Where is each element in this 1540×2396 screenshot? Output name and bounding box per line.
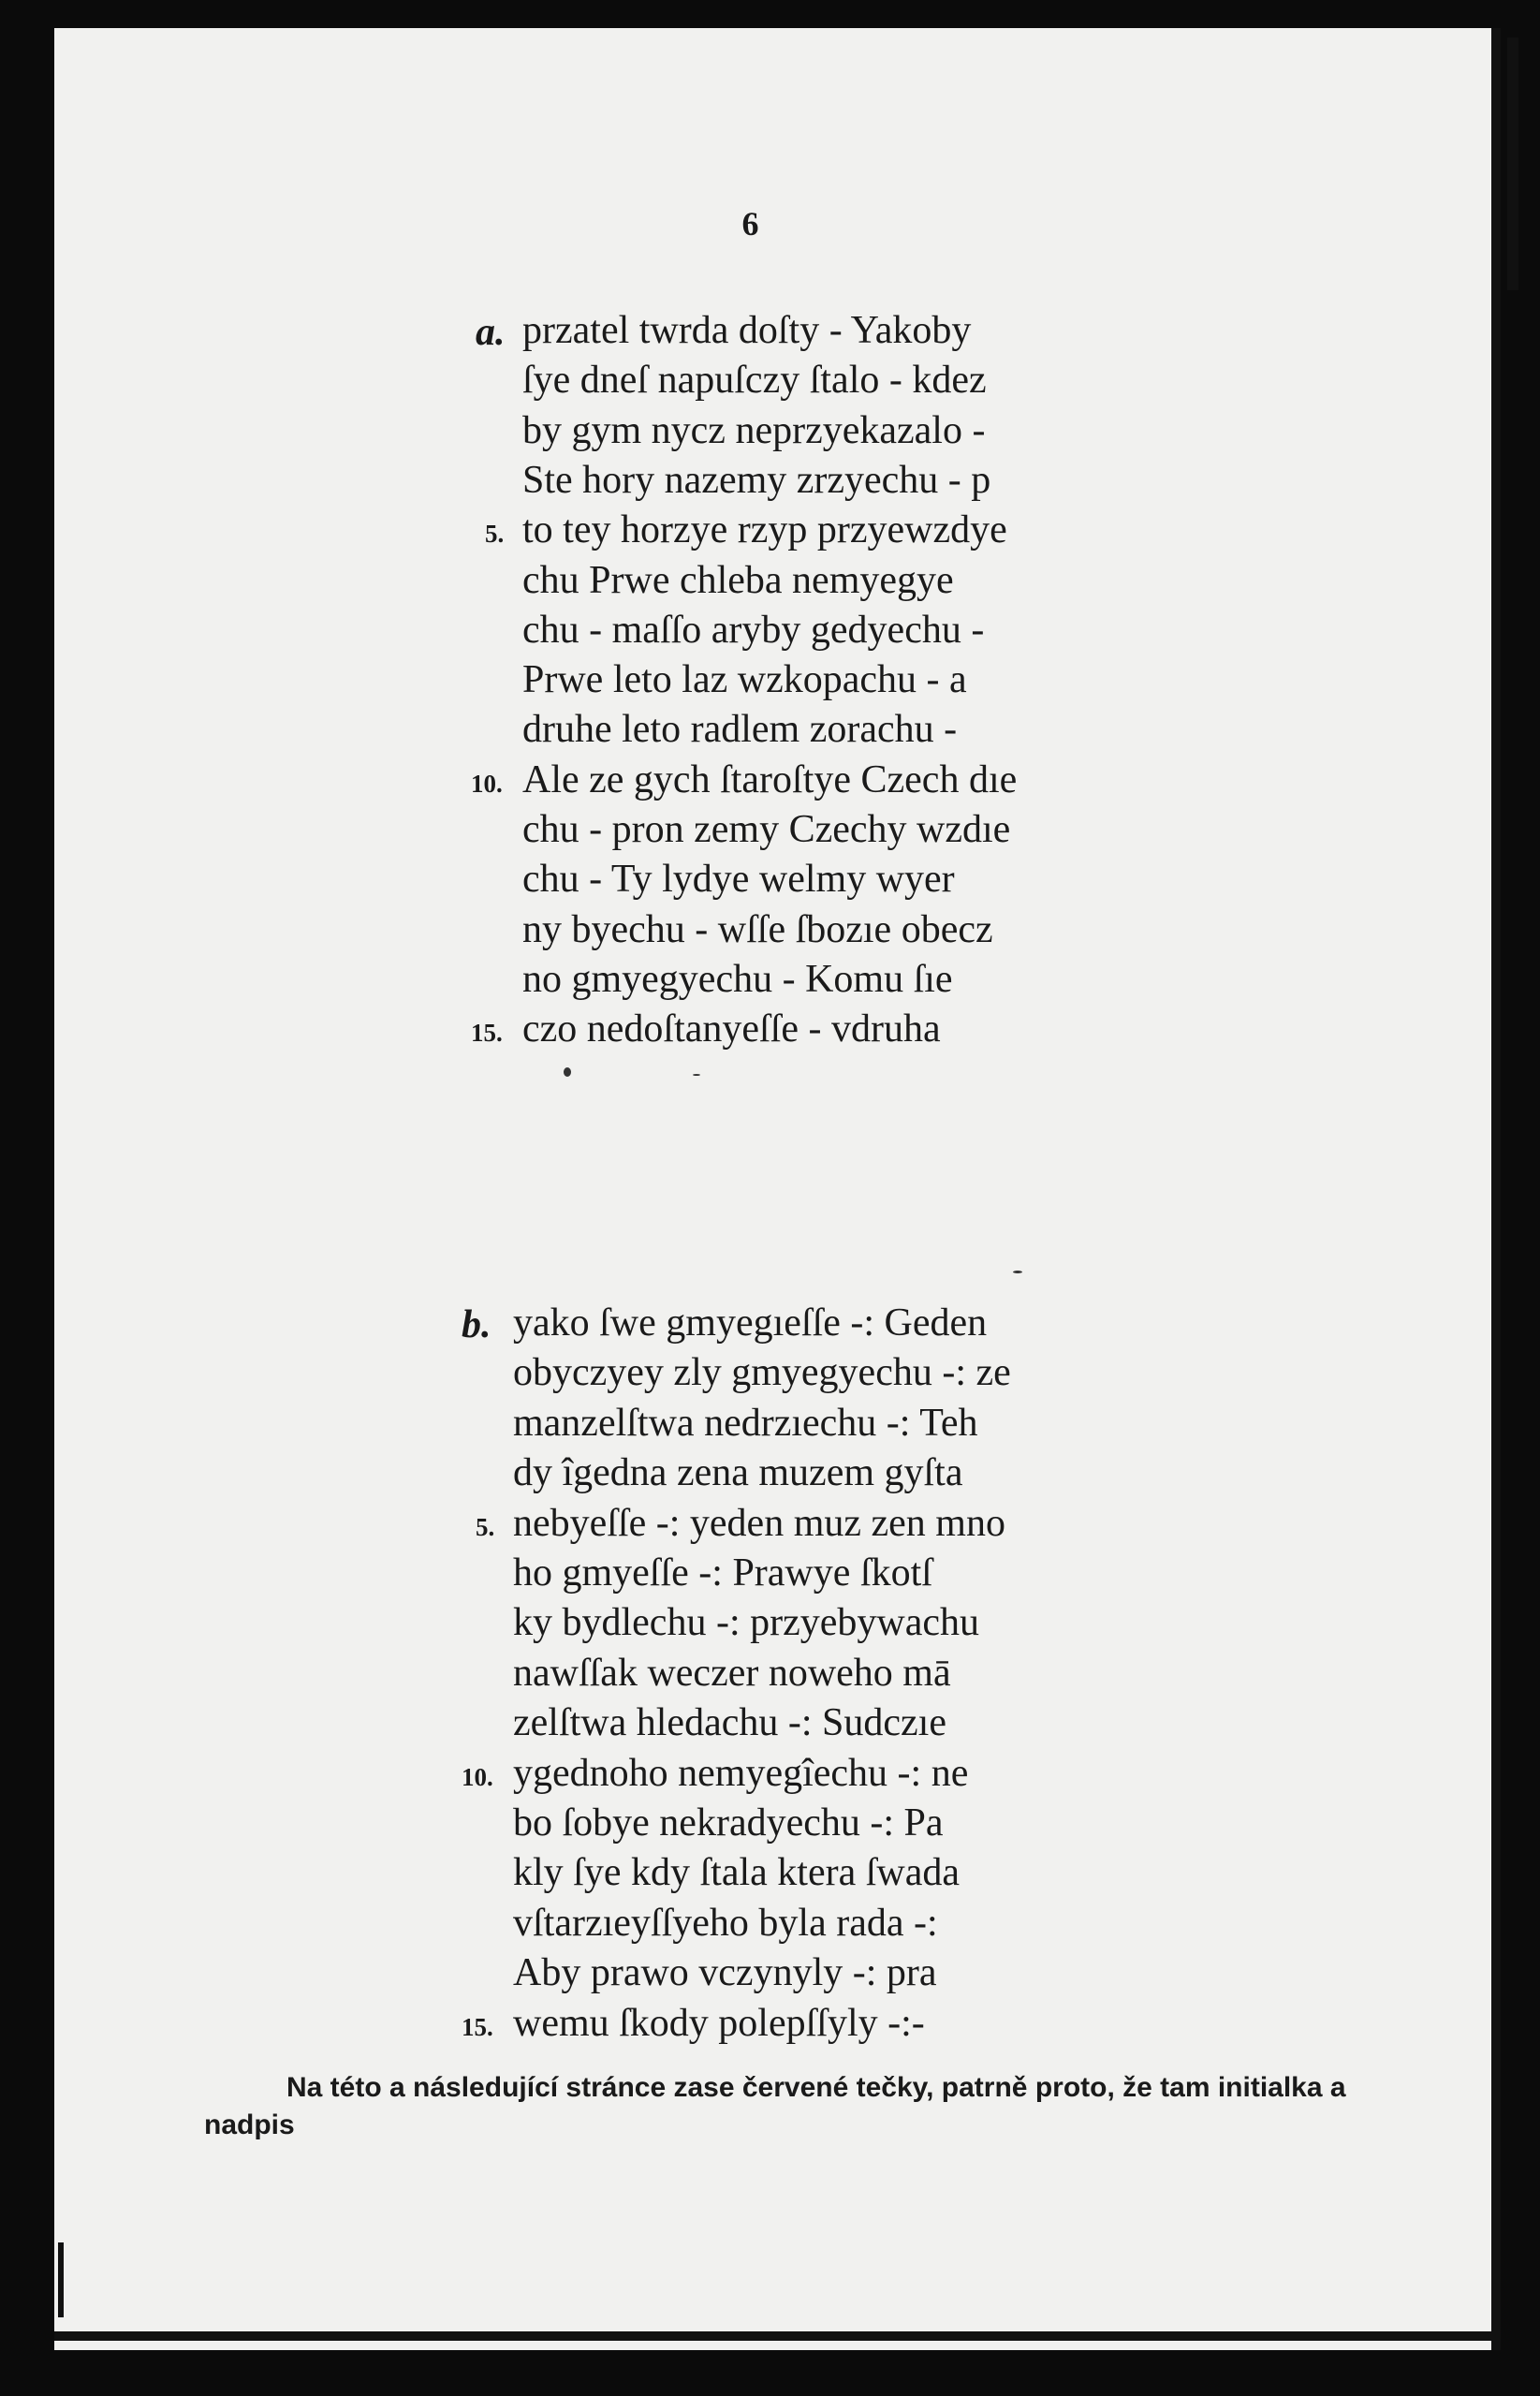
- section-marker: a.: [476, 311, 506, 354]
- scan-speck: [564, 1067, 571, 1077]
- verse-line: vſtarzıeyſſyeho byla rada -:: [513, 1901, 938, 1945]
- verse-line: Aby prawo vczynyly -: pra: [513, 1951, 937, 1995]
- verse-line: obyczyey zly gmyegyechu -: ze: [513, 1351, 1011, 1395]
- verse-line: Ste hory nazemy zrzyechu - p: [522, 458, 991, 502]
- verse-line: druhe leto radlem zorachu -: [522, 708, 958, 752]
- scan-speck: [1013, 1271, 1022, 1273]
- verse-line: ſye dneſ napuſczy ſtalo - kdez: [522, 359, 987, 403]
- verse-line: chu Prwe chleba nemyegye: [522, 558, 954, 602]
- line-number: 15.: [462, 2012, 493, 2041]
- verse-line: Prwe leto laz wzkopachu - a: [522, 658, 967, 702]
- section-marker: b.: [462, 1303, 491, 1346]
- scan-edge-mark: [58, 2242, 64, 2317]
- line-number: 10.: [471, 769, 503, 798]
- verse-line: zelſtwa hledachu -: Sudczıe: [513, 1701, 946, 1745]
- verse-line: Ale ze gych ſtaroſtye Czech dıe: [522, 757, 1018, 801]
- verse-line: by gym nycz neprzyekazalo -: [522, 408, 986, 452]
- verse-line: chu - Ty lydye welmy wyer: [522, 858, 955, 902]
- scan-edge-mark: [54, 2331, 1501, 2341]
- verse-line: przatel twrda doſty - Yakoby: [522, 309, 972, 352]
- verse-line: czo nedoſtanyeſſe - vdruha: [522, 1007, 941, 1051]
- verse-line: kly ſye kdy ſtala ktera ſwada: [513, 1851, 960, 1895]
- verse-line: chu - pron zemy Czechy wzdıe: [522, 808, 1011, 851]
- verse-line: dy îgedna zena muzem gyſta: [513, 1451, 963, 1495]
- verse-line: yako ſwe gmyegıeſſe -: Geden: [513, 1301, 988, 1345]
- verse-line: nebyeſſe -: yeden muz zen mno: [513, 1501, 1005, 1545]
- line-number: 15.: [471, 1019, 503, 1048]
- verse-line: chu - maſſo aryby gedyechu -: [522, 608, 985, 652]
- verse-line: no gmyegyechu - Komu ſıe: [522, 957, 953, 1001]
- scan-speck: [693, 1074, 700, 1076]
- verse-line: ho gmyeſſe -: Prawye ſkotſ: [513, 1551, 932, 1595]
- verse-line: ny byechu - wſſe ſbozıe obecz: [522, 907, 993, 951]
- verse-line: ygednoho nemyegîechu -: ne: [513, 1751, 969, 1795]
- verse-line: bo ſobye nekradyechu -: Pa: [513, 1801, 944, 1845]
- verse-line: manzelſtwa nedrzıechu -: Teh: [513, 1401, 978, 1445]
- verse-line: ky bydlechu -: przyebywachu: [513, 1601, 979, 1645]
- verse-line: wemu ſkody polepſſyly -:-: [513, 2001, 925, 2045]
- line-number: 5.: [485, 520, 505, 549]
- scan-edge-mark: [1507, 37, 1518, 290]
- page-number: 6: [741, 205, 759, 243]
- line-number: 5.: [476, 1512, 495, 1541]
- editorial-note: Na této a následující stránce zase červené tečky, patrně proto, že tam initialka a nadpis: [204, 2072, 1346, 2140]
- line-number: 10.: [462, 1762, 493, 1791]
- verse-line: nawſſak weczer noweho mā: [513, 1651, 951, 1695]
- verse-line: to tey horzye rzyp przyewzdye: [522, 508, 1007, 552]
